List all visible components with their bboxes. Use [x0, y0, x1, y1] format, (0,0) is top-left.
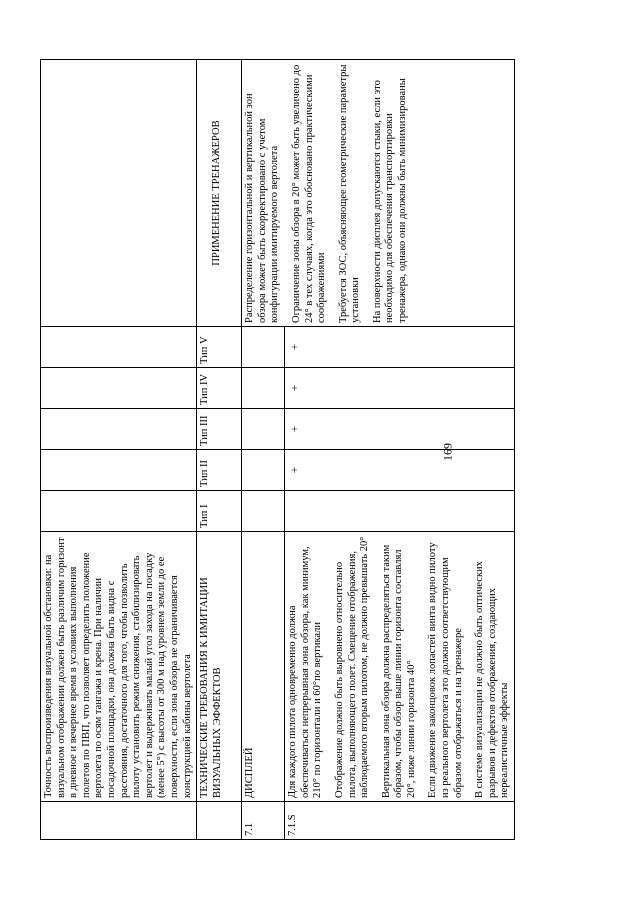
requirement-paragraph: В системе визуализации не должно быть оптических разрывов и дефектов отображения, создающих нереалистичные эффекты — [474, 561, 511, 798]
table-row-intro — [41, 60, 197, 840]
type-mark — [285, 409, 515, 450]
cell-empty — [41, 491, 197, 532]
header-application — [197, 60, 242, 327]
requirement-paragraph: Для каждого пилота одновременно должна обеспечиваться непрерывная зона обзора, как минимум, 210° по горизонтали и 60°по вертикали — [287, 546, 324, 798]
requirements-table — [40, 59, 515, 840]
plus-mark: + — [287, 466, 302, 474]
requirements-cell — [285, 532, 515, 802]
requirement-paragraph: Если движение законцовок лопастей винта видно пилоту из реального вертолета это должно соответствующим образом отображаться и на тренажере — [427, 542, 464, 798]
type-mark — [285, 491, 515, 532]
type-mark — [242, 327, 285, 368]
requirement-paragraph: Вертикальная зона обзора должна распределяться таким образом, чтобы обзор выше линии горизонта составлял 20°, ниже линии горизонта 40° — [380, 544, 417, 798]
type-mark — [242, 368, 285, 409]
intro-text: Точность воспроизведения визуальной обстановки: на визуальном отображении должен быть различим горизонт в дневное и вечернее время в условиях выполнения полетов по ПВП, что позволяет определить положение вертолета по осям тангажа и крена. При наличии посадочной площадки, она должна быть видна с расстояния, достаточного для того, чтобы позволить пилоту установить режим снижения, стабилизировать вертолет и выдерживать малый угол захода на посадку (менее 5°) с высоты от 300 м над уровнем земли до ее поверхности, если зона обзора не ограничивается конструкцией кабины вертолета — [41, 532, 197, 802]
type-mark — [242, 450, 285, 491]
application-paragraph: На поверхности дисплея допускаются стыки, если это необходимо для обеспечения транспортировки тренажера, однако они должны быть минимизированы — [371, 78, 409, 323]
plus-mark: + — [287, 343, 302, 351]
cell-empty — [41, 409, 197, 450]
cell-empty — [41, 60, 197, 327]
header-application-label: ПРИМЕНЕНИЕ ТРЕНАЖЕРОВ — [211, 120, 223, 266]
row-title: ДИСПЛЕЙ — [242, 532, 285, 802]
row-number: 7.1.S — [285, 802, 515, 840]
requirements-table-rotated — [40, 60, 511, 840]
cell-empty — [41, 802, 197, 840]
cell-empty — [41, 327, 197, 368]
table-header-row — [197, 60, 242, 840]
application-paragraph: Требуется ЗОС, объясняющее геометрические параметры установки — [337, 64, 362, 323]
type-mark — [285, 327, 515, 368]
header-num — [197, 802, 242, 840]
application-paragraph: Распределение горизонтальной и вертикальной зон обзора может быть скорректировано с учетом конфигурации имитируемого вертолета — [244, 93, 281, 323]
header-type-2: Тип II — [197, 450, 242, 491]
requirement-paragraph: Отображение должно быть выровнено относительно пилота, выполняющего полет. Смещение отображения, наблюдаемого вторым пилотом, не должно превышать 20° — [333, 536, 371, 798]
page-number: 169 — [440, 443, 455, 461]
cell-empty — [41, 368, 197, 409]
table-row-7-1 — [242, 60, 285, 840]
application-paragraph: Ограничение зоны обзора в 20° может быть увеличено до 24° в тех случаях, когда это обосновано практическими соображениями — [290, 64, 328, 323]
type-mark — [242, 491, 285, 532]
header-type-5: Тип V — [197, 327, 242, 368]
plus-mark: + — [287, 425, 302, 433]
type-mark — [242, 409, 285, 450]
header-type-1: Тип I — [197, 491, 242, 532]
header-type-4: Тип IV — [197, 368, 242, 409]
row-number: 7.1 — [242, 802, 285, 840]
application-cell — [242, 60, 515, 327]
header-type-3: Тип III — [197, 409, 242, 450]
type-mark — [285, 368, 515, 409]
plus-mark: + — [287, 384, 302, 392]
header-requirements: ТЕХНИЧЕСКИЕ ТРЕБОВАНИЯ К ИМИТАЦИИ ВИЗУАЛЬНЫХ ЭФФЕКТОВ — [197, 532, 242, 802]
type-mark — [285, 450, 515, 491]
cell-empty — [41, 450, 197, 491]
